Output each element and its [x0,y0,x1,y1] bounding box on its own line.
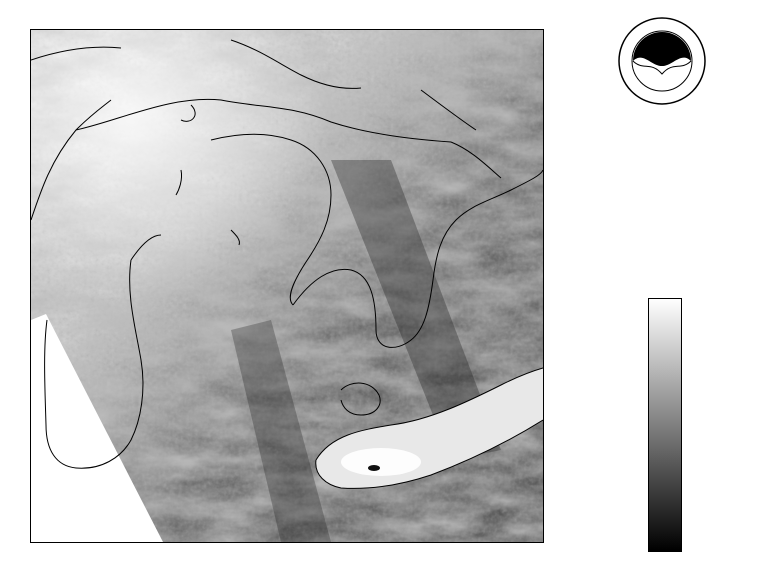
satellite-image-svg [31,30,543,542]
satellite-image[interactable] [30,29,544,543]
noaa-logo [617,16,707,106]
noaa-emblem-icon [617,16,707,106]
lake-island [368,465,380,471]
info-panel [556,10,776,565]
colorbar [648,298,682,552]
lake-erie-glint [341,448,421,476]
